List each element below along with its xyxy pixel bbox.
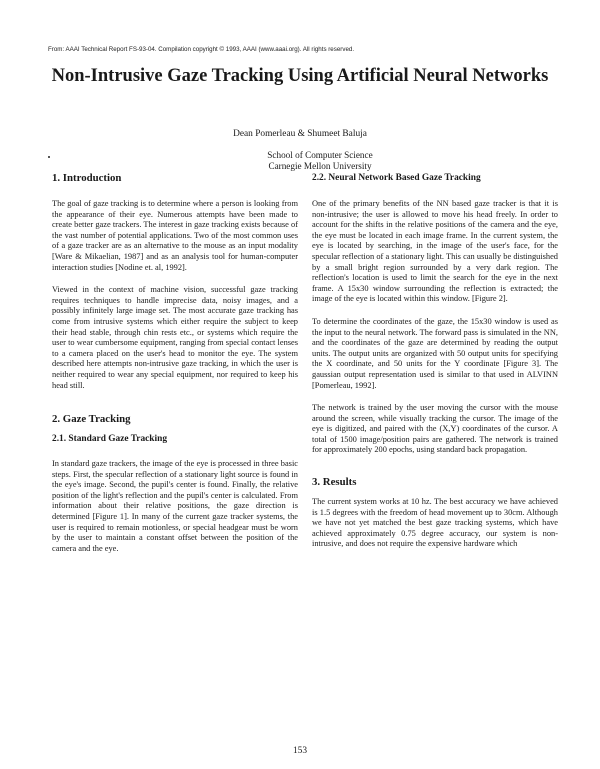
intro-paragraph-2: Viewed in the context of machine vision, successful gaze tracking requires techniques to handle imprecise data, noisy images, and a possibly infinitely large image set. The most accurate gaze tracking has come from intrusive systems which either require the subject to keep their head stable, through chin rests etc., or systems which require the user to wear cumbersome equipment, ranging from special contact lenses to a camera placed on the user's head to monitor the eye. The system described here attempts non-intrusive gaze tracking, in which the user is neither required to wear any special equipment, nor required to keep his head still.: [52, 285, 298, 390]
paper-title: Non-Intrusive Gaze Tracking Using Artificial Neural Networks: [51, 66, 549, 86]
stray-mark: [48, 156, 50, 158]
left-column: [52, 171, 298, 554]
intro-paragraph-1: The goal of gaze tracking is to determine where a person is looking from the appearance of their eye. Numerous attempts have been made to create better gaze trackers. The interest in gaze tracking exists because of the vast number of potential applications. Two of the most common uses of a gaze tracker are as an alternative to the mouse as an input modality [Ware & Mikaelian, 1987] and as an analysis tool for human-computer interaction studies [Nodine et. al, 1992].: [52, 199, 298, 272]
section-heading-introduction: 1. Introduction: [52, 172, 122, 184]
standard-gaze-paragraph: In standard gaze trackers, the image of the eye is processed in three basic steps. First, the specular reflection of a stationary light source is found in the eye's image. Second, the pupil's center is found. Finally, the relative position of the light's reflection and the pupil's center is calculated. From information about their relative positions, the gaze direction is determined [Figure 1]. In many of the current gaze tracker systems, the user is required to remain motionless, or special headgear must be worn by the user to maintain a constant offset between the position of the camera and the eye.: [52, 459, 298, 553]
copyright-header: From: AAAI Technical Report FS-93-04. Compilation copyright © 1993, AAAI (www.aaai.org). All rights reserved.: [48, 46, 355, 53]
subsection-heading-neural-network: 2.2. Neural Network Based Gaze Tracking: [312, 173, 481, 183]
section-heading-results: 3. Results: [312, 476, 357, 489]
affiliation-university: Carnegie Mellon University: [268, 161, 372, 171]
page-number: 153: [292, 746, 308, 756]
section-heading-gaze-tracking: 2. Gaze Tracking: [52, 413, 131, 426]
nn-paragraph-3: The network is trained by the user moving the cursor with the mouse around the screen, while visually tracking the cursor. The image of the eye is digitized, and paired with the (X,Y) coordinates of the cursor. A total of 1500 image/position pairs are gathered. The network is trained for approximately 200 epochs, using standard back propagation.: [312, 403, 558, 455]
right-column: [312, 171, 558, 550]
affiliation-school: School of Computer Science: [267, 150, 373, 160]
authors: Dean Pomerleau & Shumeet Baluja: [233, 129, 367, 139]
affiliation: [220, 150, 420, 172]
subsection-heading-standard: 2.1. Standard Gaze Tracking: [52, 434, 168, 445]
nn-paragraph-1: One of the primary benefits of the NN based gaze tracker is that it is non-intrusive; the user is allowed to move his head freely. In order to account for the shifts in the relative positions of the camera and the eye, the eye must be located in each image frame. In the current system, the eye is located by searching, in the image of the user's face, for the specular reflection of a stationary light. This can usually be distinguished by a small bright region surrounded by a very dark region. The reflection's location is used to limit the search for the eye in the next frame. A 15x30 window surrounding the reflection is extracted; the image of the eye is located within this window. [Figure 2].: [312, 199, 558, 304]
results-paragraph: The current system works at 10 hz. The best accuracy we have achieved is 1.5 degrees with the freedom of head movement up to 30cm. Although we have not yet matched the best gaze tracking systems, which have achieved approximately 0.75 degree accuracy, our system is non-intrusive, and does not require the expensive hardware which: [312, 497, 558, 549]
nn-paragraph-2: To determine the coordinates of the gaze, the 15x30 window is used as the input to the neural network. The forward pass is simulated in the NN, and the coordinates of the gaze are determined by reading the output units. The output units are organized with 50 output units for specifying the X coordinate, and 50 units for the Y coordinate [Figure 3]. The gaussian output representation used is similar to that used in ALVINN [Pomerleau, 1992].: [312, 316, 558, 390]
